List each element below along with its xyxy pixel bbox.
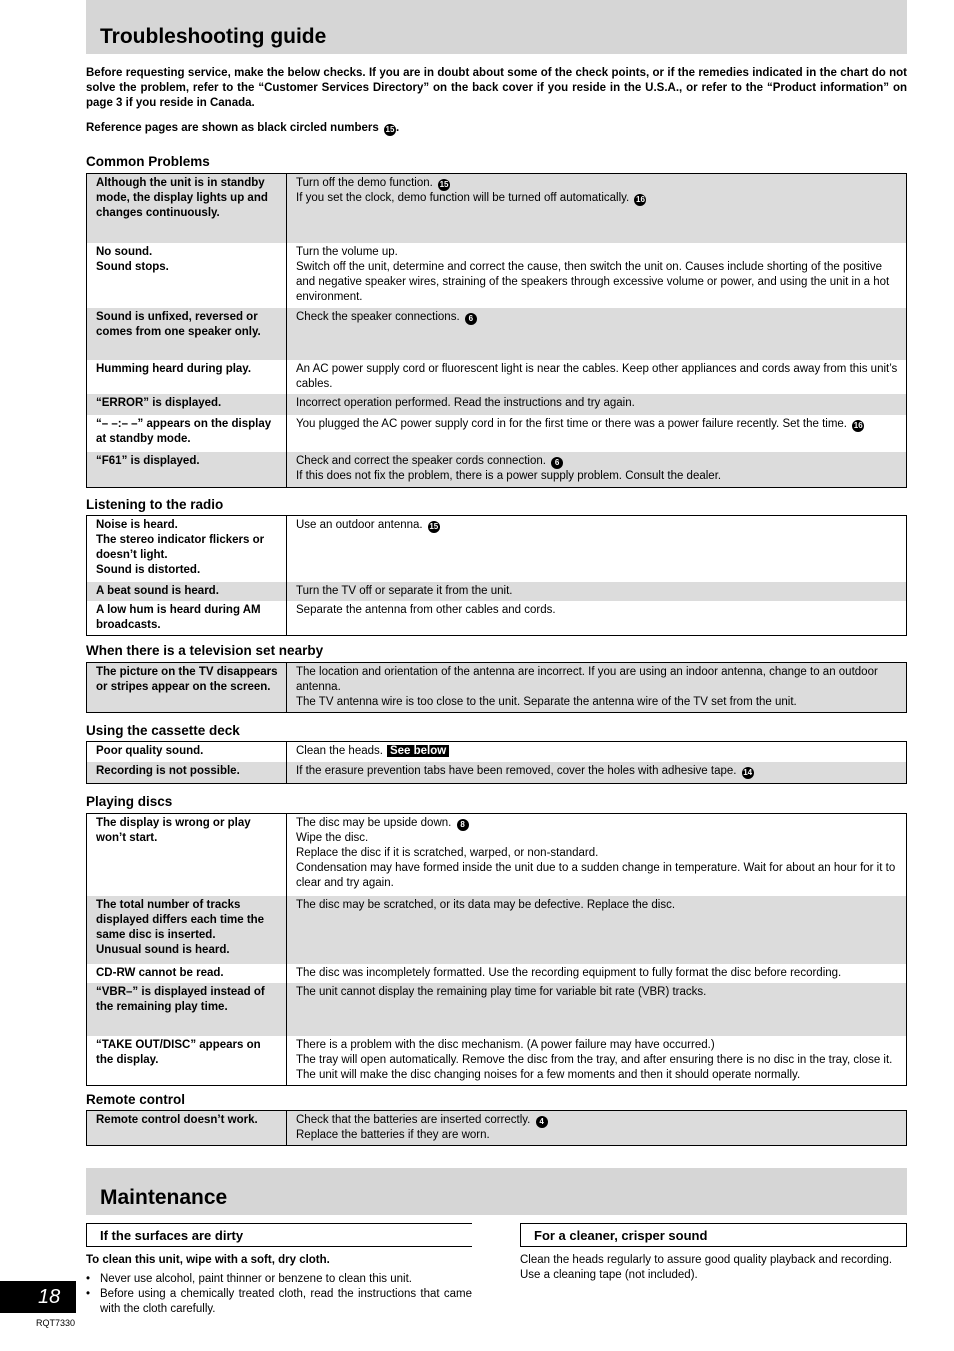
- problem-cell: [87, 1111, 287, 1146]
- remedy-line: [296, 1038, 898, 1053]
- remedy-text: Turn the TV off or separate it from the unit.: [296, 584, 513, 597]
- remedy-cell: [287, 896, 907, 964]
- reference-number-icon: 6: [551, 457, 563, 469]
- problem-cell: [87, 452, 287, 488]
- table-row: [87, 983, 907, 1036]
- reference-number-icon: 8: [457, 819, 469, 831]
- problem-line: Recording is not possible.: [96, 764, 240, 777]
- reference-number-icon: 15: [385, 125, 395, 134]
- problem-line: Sound is unfixed, reversed or comes from one speaker only.: [96, 310, 261, 338]
- remedy-line: [296, 518, 898, 533]
- remedy-line: [296, 245, 898, 260]
- table-row: [87, 452, 907, 488]
- intro-paragraph: Before requesting service, make the below checks. If you are in doubt about some of the check points, or if the remedies indicated in the chart do not solve the problem, refer to the “Customer Services Directory” on the back cover if you reside in the U.S.A., or refer to the “Product information” on page 3 if you reside in Canada.: [86, 67, 907, 109]
- remedy-cell: [287, 814, 907, 896]
- problem-line: “TAKE OUT/DISC” appears on the display.: [96, 1038, 261, 1066]
- problem-line: Although the unit is in standby mode, the display lights up and changes continuously.: [96, 177, 268, 219]
- remedy-line: [296, 764, 898, 779]
- problem-cell: [87, 964, 287, 983]
- remedy-text: Use an outdoor antenna.: [296, 519, 423, 531]
- remedy-text: Wipe the disc.: [296, 832, 369, 844]
- reference-number-icon: 15: [429, 522, 439, 531]
- reference-number-icon: 6: [465, 313, 477, 325]
- problem-line: Remote control doesn’t work.: [96, 1114, 258, 1126]
- table-row: [87, 663, 907, 713]
- problem-line: The total number of tracks displayed differs each time the same disc is inserted.: [96, 898, 265, 941]
- remedy-cell: [287, 663, 907, 713]
- remedy-text: Replace the disc if it is scratched, warped, or non-standard.: [296, 847, 599, 859]
- table-row: [87, 360, 907, 394]
- problem-cell: [87, 394, 287, 415]
- remedy-text: Turn off the demo function.: [296, 177, 433, 189]
- remedy-text: Check that the batteries are inserted correctly.: [296, 1114, 531, 1126]
- problem-cell: [87, 663, 287, 713]
- remedy-text: The location and orientation of the antenna are incorrect. If you are using an indoor antenna, change to an outdoor antenna.: [296, 666, 878, 693]
- problem-cell: [87, 1036, 287, 1086]
- table-row: [87, 742, 907, 762]
- problem-cell: [87, 174, 287, 243]
- table-row: [87, 582, 907, 601]
- remedy-text: Separate the antenna from other cables and cords.: [296, 603, 556, 616]
- remedy-text: Clean the heads.: [296, 745, 383, 757]
- remedy-line: [296, 861, 898, 891]
- cleaner-sound-heading: For a cleaner, crisper sound: [520, 1223, 907, 1247]
- remedy-text: Check and correct the speaker cords connection.: [296, 454, 546, 467]
- problem-line: A low hum is heard during AM broadcasts.: [96, 603, 261, 631]
- problem-line: The stereo indicator flickers or doesn’t light.: [96, 534, 265, 561]
- section-heading: Remote control: [86, 1092, 186, 1107]
- remedy-cell: [287, 1111, 907, 1146]
- troubleshooting-table: [86, 515, 907, 636]
- remedy-cell: [287, 360, 907, 394]
- table-row: [87, 415, 907, 452]
- remedy-text: Turn the volume up.: [296, 245, 398, 258]
- problem-line: CD-RW cannot be read.: [96, 966, 224, 979]
- problem-cell: [87, 896, 287, 964]
- table-row: [87, 516, 907, 582]
- problem-line: Humming heard during play.: [96, 362, 252, 375]
- troubleshooting-table: [86, 741, 907, 784]
- remedy-cell: [287, 452, 907, 488]
- problem-line: A beat sound is heard.: [96, 584, 219, 597]
- problem-cell: [87, 308, 287, 360]
- reference-number-icon: 15: [439, 180, 449, 189]
- table-row: [87, 394, 907, 415]
- troubleshooting-title: Troubleshooting guide: [100, 25, 327, 48]
- bullet-item: • Never use alcohol, paint thinner or benzene to clean this unit.: [86, 1272, 472, 1287]
- remedy-text: Switch off the unit, determine and correct the cause, then switch the unit on. Causes include shorting of the positive and negative speaker wires, straining of the speakers through excessive volume or power, and using the unit in a hot environment.: [296, 260, 890, 303]
- reference-number-icon: 4: [536, 1116, 548, 1128]
- remedy-line: [296, 260, 898, 305]
- remedy-line: [296, 469, 898, 484]
- cleaner-sound-text: [520, 1253, 907, 1283]
- problem-cell: [87, 983, 287, 1036]
- remedy-cell: [287, 516, 907, 582]
- document-code: RQT7330: [36, 1318, 76, 1328]
- remedy-line: [296, 898, 898, 913]
- remedy-cell: [287, 742, 907, 762]
- reference-number-icon: 14: [743, 767, 753, 777]
- section-heading: When there is a television set nearby: [86, 643, 324, 658]
- reference-number-icon: 16: [636, 195, 645, 204]
- problem-line: “VBR–” is displayed instead of the remaining play time.: [96, 985, 265, 1013]
- remedy-cell: [287, 174, 907, 243]
- reference-note-text: Reference pages are shown as black circled numbers: [86, 122, 379, 134]
- remedy-text: The tray will open automatically. Remove the disc from the tray, and after ensuring there is no disc in the tray, close it. The unit will make the disc changing noises for a few moments and then it should operate normally.: [296, 1053, 893, 1081]
- troubleshooting-title-bar: [86, 0, 907, 54]
- problem-line: No sound.: [96, 245, 153, 258]
- remedy-line: [296, 816, 898, 831]
- table-row: [87, 243, 907, 308]
- problem-cell: [87, 360, 287, 394]
- remedy-line: [296, 985, 898, 1000]
- table-row: [87, 896, 907, 964]
- problem-line: “F61” is displayed.: [96, 454, 200, 467]
- remedy-text: Incorrect operation performed. Read the instructions and try again.: [296, 396, 635, 409]
- remedy-line: [296, 362, 898, 392]
- cleaner-sound-line: Clean the heads regularly to assure good quality playback and recording.: [520, 1254, 893, 1266]
- remedy-line: [296, 1113, 898, 1128]
- remedy-cell: [287, 415, 907, 452]
- problem-line: “– –:– –” appears on the display at standby mode.: [96, 417, 272, 445]
- problem-line: The picture on the TV disappears or stripes appear on the screen.: [96, 666, 278, 693]
- reference-note: [86, 121, 907, 136]
- maintenance-title: Maintenance: [100, 1186, 228, 1209]
- section-heading: Listening to the radio: [86, 497, 224, 512]
- problem-line: Unusual sound is heard.: [96, 943, 230, 956]
- see-below-label: See below: [387, 745, 449, 757]
- remedy-cell: [287, 762, 907, 784]
- remedy-text: The disc may be upside down.: [296, 817, 452, 829]
- remedy-line: [296, 695, 898, 710]
- table-row: [87, 814, 907, 896]
- remedy-text: An AC power supply cord or fluorescent light is near the cables. Keep other appliances and cords away from this unit’s cables.: [296, 362, 898, 390]
- remedy-line: [296, 310, 898, 325]
- remedy-text: There is a problem with the disc mechanism. (A power failure may have occurred.): [296, 1038, 715, 1051]
- remedy-line: [296, 584, 898, 599]
- table-row: [87, 174, 907, 243]
- remedy-text: Check the speaker connections.: [296, 310, 460, 323]
- remedy-cell: [287, 394, 907, 415]
- remedy-line: [296, 603, 898, 618]
- problem-line: The display is wrong or play won’t start.: [96, 817, 251, 844]
- remedy-line: [296, 665, 898, 695]
- troubleshooting-table: [86, 1110, 907, 1146]
- remedy-cell: [287, 243, 907, 308]
- remedy-cell: [287, 308, 907, 360]
- troubleshooting-table: [86, 662, 907, 713]
- problem-cell: [87, 415, 287, 452]
- remedy-text: If this does not fix the problem, there is a power supply problem. Consult the dealer.: [296, 469, 722, 482]
- remedy-cell: [287, 983, 907, 1036]
- problem-line: “ERROR” is displayed.: [96, 396, 222, 409]
- remedy-line: [296, 1053, 898, 1083]
- remedy-text: Replace the batteries if they are worn.: [296, 1129, 490, 1141]
- remedy-line: [296, 176, 898, 191]
- problem-cell: [87, 516, 287, 582]
- remedy-text: If you set the clock, demo function will be turned off automatically.: [296, 192, 630, 204]
- cleaning-bullets: [86, 1272, 472, 1317]
- remedy-line: [296, 454, 898, 469]
- problem-cell: [87, 582, 287, 601]
- remedy-line: [296, 846, 898, 861]
- remedy-line: [296, 1128, 898, 1143]
- cleaner-sound-line: Use a cleaning tape (not included).: [520, 1269, 698, 1281]
- remedy-cell: [287, 601, 907, 636]
- remedy-cell: [287, 582, 907, 601]
- troubleshooting-table: [86, 173, 907, 488]
- problem-cell: [87, 814, 287, 896]
- remedy-line: [296, 191, 898, 206]
- surfaces-dirty-heading: If the surfaces are dirty: [86, 1223, 472, 1247]
- remedy-text: The disc may be scratched, or its data may be defective. Replace the disc.: [296, 898, 676, 911]
- remedy-line: [296, 831, 898, 846]
- remedy-line: [296, 417, 898, 432]
- table-row: [87, 964, 907, 983]
- page-number: 18: [0, 1281, 76, 1313]
- section-heading: Using the cassette deck: [86, 723, 240, 738]
- remedy-text: You plugged the AC power supply cord in for the first time or there was a power failure recently. Set the time.: [296, 417, 848, 430]
- table-row: [87, 762, 907, 784]
- maintenance-title-bar: [86, 1168, 907, 1215]
- table-row: [87, 601, 907, 636]
- problem-cell: [87, 762, 287, 784]
- bullet-item: • Before using a chemically treated cloth, read the instructions that came with the cloth carefully.: [86, 1287, 472, 1317]
- problem-line: Sound is distorted.: [96, 564, 201, 576]
- problem-line: Sound stops.: [96, 260, 169, 273]
- reference-number-icon: 16: [853, 420, 863, 430]
- problem-line: Noise is heard.: [96, 519, 178, 531]
- remedy-cell: [287, 964, 907, 983]
- problem-cell: [87, 243, 287, 308]
- problem-cell: [87, 601, 287, 636]
- troubleshooting-table: [86, 813, 907, 1086]
- remedy-cell: [287, 1036, 907, 1086]
- problem-line: Poor quality sound.: [96, 745, 204, 757]
- section-heading: Common Problems: [86, 154, 210, 169]
- section-heading: Playing discs: [86, 794, 173, 809]
- reference-note-end: .: [395, 122, 400, 134]
- remedy-text: If the erasure prevention tabs have been removed, cover the holes with adhesive tape.: [296, 764, 737, 777]
- problem-cell: [87, 742, 287, 762]
- table-row: [87, 1036, 907, 1086]
- table-row: [87, 1111, 907, 1146]
- table-row: [87, 308, 907, 360]
- remedy-line: [296, 744, 898, 759]
- remedy-text: The TV antenna wire is too close to the unit. Separate the antenna wire of the TV set from the unit.: [296, 696, 797, 708]
- remedy-text: The unit cannot display the remaining play time for variable bit rate (VBR) tracks.: [296, 985, 707, 998]
- cleaning-instruction: To clean this unit, wipe with a soft, dry cloth.: [86, 1254, 330, 1266]
- remedy-line: [296, 966, 898, 981]
- remedy-text: Condensation may have formed inside the unit due to a sudden change in temperature. Wait for about an hour for it to clear and try again.: [296, 862, 896, 889]
- remedy-line: [296, 396, 898, 411]
- remedy-text: The disc was incompletely formatted. Use the recording equipment to fully format the disc before recording.: [296, 966, 842, 979]
